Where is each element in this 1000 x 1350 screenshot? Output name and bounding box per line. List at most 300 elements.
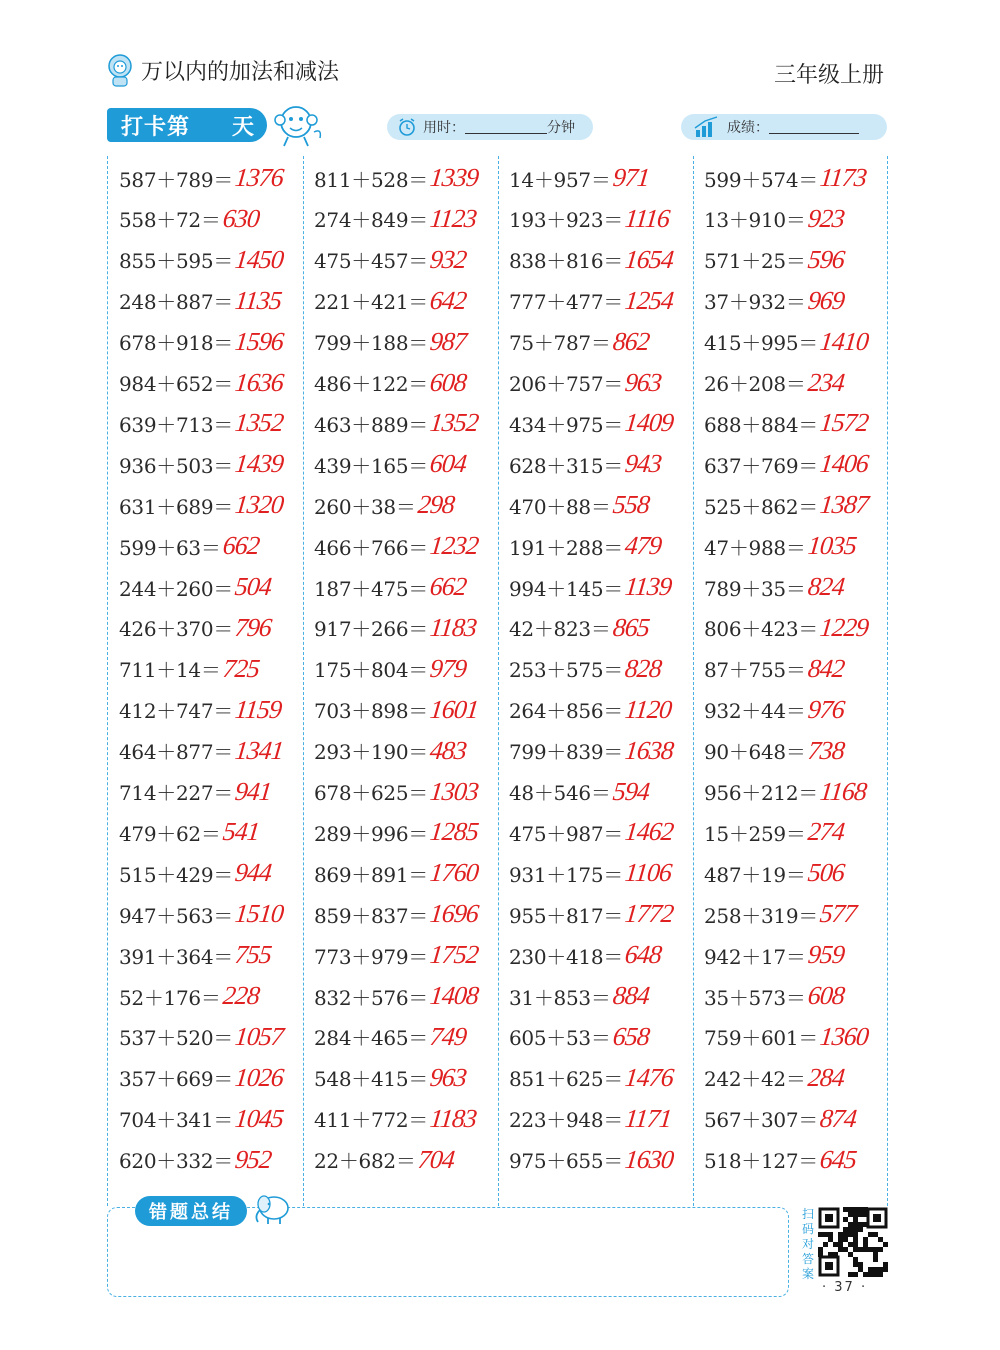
problem-expression: 487＋19＝	[704, 862, 806, 887]
problem-row	[119, 487, 283, 523]
problem-row	[314, 651, 466, 687]
problem-row	[704, 814, 844, 850]
problem-row	[119, 610, 271, 646]
problem-expression: 628＋315＝	[509, 453, 623, 478]
handwritten-answer[interactable]: 1123	[428, 203, 478, 233]
problem-expression: 31＋853＝	[509, 985, 611, 1010]
problem-row	[119, 160, 283, 196]
problem-row	[119, 242, 283, 278]
problem-expression: 357＋669＝	[119, 1067, 233, 1092]
problem-row	[314, 610, 476, 646]
problem-expression: 464＋877＝	[119, 740, 233, 765]
problem-row	[119, 283, 281, 319]
problem-expression: 253＋575＝	[509, 658, 623, 683]
handwritten-answer[interactable]: 1406	[818, 449, 870, 479]
handwritten-answer[interactable]: 796	[233, 612, 273, 642]
problem-expression: 264＋856＝	[509, 699, 623, 724]
handwritten-answer[interactable]: 1387	[818, 490, 870, 520]
problem-expression: 851＋625＝	[509, 1067, 623, 1092]
problem-expression: 832＋576＝	[314, 985, 428, 1010]
handwritten-answer[interactable]: 1408	[428, 981, 480, 1010]
handwritten-answer[interactable]: 541	[221, 817, 261, 847]
handwritten-answer[interactable]: 725	[221, 653, 261, 683]
handwritten-answer[interactable]: 1135	[233, 285, 283, 315]
alarm-clock-icon	[397, 117, 417, 137]
handwritten-answer[interactable]: 1572	[818, 408, 870, 438]
handwritten-answer[interactable]: 274	[806, 817, 846, 847]
problem-expression: 639＋713＝	[119, 412, 233, 437]
handwritten-answer[interactable]: 1654	[623, 244, 675, 274]
handwritten-answer[interactable]: 558	[611, 490, 651, 520]
problem-expression: 637＋769＝	[704, 453, 818, 478]
problem-expression: 567＋307＝	[704, 1108, 818, 1133]
problem-column-1	[108, 156, 303, 1206]
problem-expression: 415＋995＝	[704, 331, 818, 356]
problem-row	[119, 201, 259, 237]
problem-row	[119, 733, 283, 769]
handwritten-answer[interactable]: 943	[623, 449, 663, 479]
problem-expression: 599＋63＝	[119, 535, 221, 560]
problem-expression: 293＋190＝	[314, 740, 428, 765]
qr-code-icon[interactable]	[818, 1207, 888, 1277]
problem-expression: 14＋957＝	[509, 167, 611, 192]
problem-row	[704, 405, 868, 441]
handwritten-answer[interactable]: 952	[233, 1144, 273, 1174]
handwritten-answer[interactable]: 1476	[623, 1062, 675, 1092]
problem-expression: 599＋574＝	[704, 167, 818, 192]
handwritten-answer[interactable]: 749	[428, 1021, 468, 1051]
problem-expression: 221＋421＝	[314, 290, 428, 315]
problem-row	[314, 405, 478, 441]
problem-row	[119, 651, 259, 687]
problem-row	[509, 528, 661, 564]
mistakes-summary-title: 错题总结	[135, 1196, 247, 1226]
handwritten-answer[interactable]: 1285	[428, 817, 480, 847]
problem-expression: 411＋772＝	[314, 1108, 428, 1133]
handwritten-answer[interactable]: 1303	[428, 776, 480, 806]
handwritten-answer[interactable]: 228	[221, 981, 261, 1010]
problem-expression: 75＋787＝	[509, 331, 611, 356]
qr-label: 扫码对答案	[801, 1207, 814, 1281]
problem-expression: 620＋332＝	[119, 1149, 233, 1174]
handwritten-answer[interactable]: 755	[233, 940, 273, 970]
problem-row	[119, 896, 283, 932]
problem-column-2	[303, 156, 498, 1206]
handwritten-answer[interactable]: 884	[611, 981, 651, 1010]
handwritten-answer[interactable]: 987	[428, 326, 468, 356]
handwritten-answer[interactable]: 577	[818, 899, 858, 929]
checkin-suffix: 天	[232, 114, 256, 140]
problem-row	[509, 283, 673, 319]
problem-expression: 537＋520＝	[119, 1026, 233, 1051]
handwritten-answer[interactable]: 1159	[233, 694, 283, 724]
problem-expression: 711＋14＝	[119, 658, 221, 683]
problem-row	[704, 201, 844, 237]
bar-chart-icon	[693, 116, 721, 138]
problem-row	[509, 201, 669, 237]
problem-expression: 412＋747＝	[119, 699, 233, 724]
handwritten-answer[interactable]: 608	[806, 981, 846, 1010]
problem-row	[314, 487, 454, 523]
problem-row	[704, 651, 844, 687]
problem-row	[119, 365, 283, 401]
problem-expression: 35＋573＝	[704, 985, 806, 1010]
problem-expression: 759＋601＝	[704, 1026, 818, 1051]
problem-row	[314, 365, 466, 401]
problem-row	[119, 855, 271, 891]
handwritten-answer[interactable]: 1752	[428, 940, 480, 970]
problem-row	[314, 1060, 466, 1096]
problem-row	[704, 937, 844, 973]
problem-row	[314, 855, 478, 891]
problem-row	[704, 160, 866, 196]
problem-row	[509, 1142, 673, 1178]
problem-row	[509, 774, 649, 810]
problem-row	[119, 1060, 283, 1096]
handwritten-answer[interactable]: 979	[428, 653, 468, 683]
handwritten-answer[interactable]: 959	[806, 940, 846, 970]
problem-expression: 631＋689＝	[119, 494, 233, 519]
problem-expression: 515＋429＝	[119, 862, 233, 887]
problem-row	[119, 814, 259, 850]
score-label: 成绩：	[727, 120, 769, 136]
handwritten-answer[interactable]: 1116	[623, 203, 671, 233]
problem-row	[119, 528, 259, 564]
problem-expression: 931＋175＝	[509, 862, 623, 887]
problem-row	[704, 692, 844, 728]
problem-row	[314, 160, 478, 196]
handwritten-answer[interactable]: 1772	[623, 899, 675, 929]
problem-expression: 811＋528＝	[314, 167, 428, 192]
problem-expression: 773＋979＝	[314, 944, 428, 969]
problem-expression: 260＋38＝	[314, 494, 416, 519]
problem-expression: 206＋757＝	[509, 372, 623, 396]
problem-expression: 463＋889＝	[314, 412, 428, 437]
handwritten-answer[interactable]: 596	[806, 244, 846, 274]
book-header	[105, 50, 339, 90]
problem-row	[509, 487, 649, 523]
problem-expression: 525＋862＝	[704, 494, 818, 519]
problem-row	[509, 978, 649, 1014]
handwritten-answer[interactable]: 284	[806, 1062, 846, 1092]
problem-row	[314, 937, 478, 973]
problem-expression: 917＋266＝	[314, 617, 428, 642]
problem-expression: 799＋839＝	[509, 740, 623, 765]
score-field	[681, 114, 887, 140]
handwritten-answer[interactable]: 1171	[623, 1103, 673, 1133]
handwritten-answer[interactable]: 1409	[623, 408, 675, 438]
handwritten-answer[interactable]: 1320	[233, 490, 285, 520]
problem-row	[119, 692, 281, 728]
problem-row	[119, 324, 283, 360]
handwritten-answer[interactable]: 1439	[233, 449, 285, 479]
checkin-prefix: 打卡第	[121, 114, 191, 140]
problem-row	[704, 528, 856, 564]
problem-row	[704, 242, 844, 278]
problem-expression: 187＋475＝	[314, 576, 428, 601]
handwritten-answer[interactable]: 1636	[233, 367, 285, 397]
handwritten-answer[interactable]: 1045	[233, 1103, 285, 1133]
handwritten-answer[interactable]: 944	[233, 858, 273, 888]
handwritten-answer[interactable]: 1760	[428, 858, 480, 888]
problem-row	[509, 160, 649, 196]
problem-expression: 789＋35＝	[704, 576, 806, 601]
problem-expression: 242＋42＝	[704, 1067, 806, 1092]
problem-expression: 994＋145＝	[509, 576, 623, 601]
problem-expression: 175＋804＝	[314, 658, 428, 683]
problem-expression: 479＋62＝	[119, 821, 221, 846]
handwritten-answer[interactable]: 1601	[428, 694, 480, 724]
handwritten-answer[interactable]: 662	[428, 572, 468, 601]
handwritten-answer[interactable]: 1696	[428, 899, 480, 929]
handwritten-answer[interactable]: 1360	[818, 1021, 870, 1051]
problem-row	[509, 855, 671, 891]
problem-expression: 22＋682＝	[314, 1149, 416, 1174]
grade-label: 三年级上册	[773, 63, 884, 88]
problem-expression: 52＋176＝	[119, 985, 221, 1010]
time-label: 用时：	[423, 120, 465, 136]
handwritten-answer[interactable]: 923	[806, 203, 846, 233]
handwritten-answer[interactable]: 963	[428, 1062, 468, 1092]
handwritten-answer[interactable]: 1026	[233, 1062, 285, 1092]
handwritten-answer[interactable]: 608	[428, 367, 468, 397]
problem-row	[509, 651, 661, 687]
handwritten-answer[interactable]: 1339	[428, 163, 480, 192]
problem-expression: 244＋260＝	[119, 576, 233, 601]
handwritten-answer[interactable]: 648	[623, 940, 663, 970]
handwritten-answer[interactable]: 932	[428, 244, 468, 274]
problem-expression: 466＋766＝	[314, 535, 428, 560]
handwritten-answer[interactable]: 658	[611, 1021, 651, 1051]
problem-row	[119, 1142, 271, 1178]
worksheet-grid	[107, 156, 888, 1206]
problem-expression: 284＋465＝	[314, 1026, 428, 1051]
problem-row	[314, 1019, 466, 1055]
problem-row	[119, 405, 283, 441]
problem-expression: 470＋88＝	[509, 494, 611, 519]
problem-expression: 48＋546＝	[509, 781, 611, 805]
handwritten-answer[interactable]: 874	[818, 1103, 858, 1133]
problem-expression: 191＋288＝	[509, 535, 623, 560]
problem-row	[704, 324, 868, 360]
problem-expression: 26＋208＝	[704, 372, 806, 396]
problem-expression: 486＋122＝	[314, 372, 428, 396]
problem-expression: 806＋423＝	[704, 617, 818, 642]
handwritten-answer[interactable]: 1229	[818, 612, 870, 642]
problem-row	[704, 365, 844, 401]
handwritten-answer[interactable]: 1232	[428, 531, 480, 561]
problem-row	[509, 569, 671, 605]
handwritten-answer[interactable]: 630	[221, 203, 261, 233]
problem-column-4	[693, 156, 889, 1206]
problem-row	[704, 1019, 868, 1055]
handwritten-answer[interactable]: 941	[233, 776, 273, 806]
problem-expression: 942＋17＝	[704, 944, 806, 969]
problem-row	[314, 242, 466, 278]
problem-expression: 193＋923＝	[509, 208, 623, 233]
handwritten-answer[interactable]: 504	[233, 572, 273, 601]
handwritten-answer[interactable]: 1376	[233, 163, 285, 192]
problem-expression: 87＋755＝	[704, 658, 806, 683]
handwritten-answer[interactable]: 1352	[428, 408, 480, 438]
handwritten-answer[interactable]: 971	[611, 163, 651, 192]
handwritten-answer[interactable]: 479	[623, 531, 663, 561]
problem-expression: 90＋648＝	[704, 740, 806, 765]
handwritten-answer[interactable]: 1352	[233, 408, 285, 438]
problem-row	[314, 978, 478, 1014]
checkin-banner	[107, 108, 267, 142]
problem-row	[314, 446, 466, 482]
problem-expression: 439＋165＝	[314, 453, 428, 478]
problem-row	[704, 1142, 856, 1178]
problem-row	[704, 733, 844, 769]
problem-expression: 859＋837＝	[314, 903, 428, 928]
elephant-icon	[250, 1188, 294, 1226]
handwritten-answer[interactable]: 842	[806, 653, 846, 683]
problem-row	[314, 896, 478, 932]
handwritten-answer[interactable]: 1462	[623, 817, 675, 847]
problem-expression: 230＋418＝	[509, 944, 623, 969]
problem-expression: 258＋319＝	[704, 903, 818, 928]
problem-row	[509, 610, 649, 646]
handwritten-answer[interactable]: 828	[623, 653, 663, 683]
problem-row	[704, 446, 868, 482]
lion-mascot-icon	[105, 53, 135, 87]
problem-row	[314, 1142, 454, 1178]
handwritten-answer[interactable]: 1173	[818, 163, 868, 192]
problem-row	[314, 1101, 476, 1137]
problem-row	[509, 1060, 673, 1096]
handwritten-answer[interactable]: 1254	[623, 285, 675, 315]
problem-expression: 947＋563＝	[119, 903, 233, 928]
problem-expression: 42＋823＝	[509, 617, 611, 642]
handwritten-answer[interactable]: 824	[806, 572, 846, 601]
score-input[interactable]	[769, 120, 859, 134]
problem-expression: 274＋849＝	[314, 208, 428, 233]
monkey-mascot-icon	[270, 100, 326, 150]
time-input[interactable]	[465, 120, 547, 134]
handwritten-answer[interactable]: 1638	[623, 735, 675, 765]
problem-expression: 426＋370＝	[119, 617, 233, 642]
problem-row	[704, 569, 844, 605]
handwritten-answer[interactable]: 704	[416, 1144, 456, 1174]
problem-row	[119, 1101, 283, 1137]
problem-expression: 391＋364＝	[119, 944, 233, 969]
problem-expression: 714＋227＝	[119, 781, 233, 805]
handwritten-answer[interactable]: 738	[806, 735, 846, 765]
problem-expression: 475＋987＝	[509, 821, 623, 846]
handwritten-answer[interactable]: 506	[806, 858, 846, 888]
problem-expression: 688＋884＝	[704, 412, 818, 437]
problem-expression: 838＋816＝	[509, 249, 623, 274]
problem-expression: 605＋53＝	[509, 1026, 611, 1051]
handwritten-answer[interactable]: 1630	[623, 1144, 675, 1174]
problem-expression: 704＋341＝	[119, 1108, 233, 1133]
handwritten-answer[interactable]: 298	[416, 490, 456, 520]
problem-expression: 248＋887＝	[119, 290, 233, 315]
problem-expression: 37＋932＝	[704, 290, 806, 315]
problem-row	[509, 324, 649, 360]
handwritten-answer[interactable]: 1139	[623, 572, 673, 601]
problem-row	[704, 896, 856, 932]
problem-expression: 855＋595＝	[119, 249, 233, 274]
problem-expression: 571＋25＝	[704, 249, 806, 274]
problem-expression: 975＋655＝	[509, 1149, 623, 1174]
handwritten-answer[interactable]: 969	[806, 285, 846, 315]
problem-row	[314, 528, 478, 564]
problem-row	[314, 692, 478, 728]
handwritten-answer[interactable]: 1106	[623, 858, 673, 888]
handwritten-answer[interactable]: 604	[428, 449, 468, 479]
handwritten-answer[interactable]: 1410	[818, 326, 870, 356]
problem-row	[119, 1019, 283, 1055]
problem-expression: 936＋503＝	[119, 453, 233, 478]
problem-row	[509, 896, 673, 932]
problem-expression: 932＋44＝	[704, 699, 806, 724]
problem-expression: 558＋72＝	[119, 208, 221, 233]
problem-row	[509, 365, 661, 401]
problem-expression: 223＋948＝	[509, 1108, 623, 1133]
handwritten-answer[interactable]: 1120	[623, 694, 673, 724]
problem-expression: 799＋188＝	[314, 331, 428, 356]
handwritten-answer[interactable]: 1596	[233, 326, 285, 356]
handwritten-answer[interactable]: 862	[611, 326, 651, 356]
problem-expression: 956＋212＝	[704, 781, 818, 805]
time-field	[387, 114, 593, 140]
problem-expression: 955＋817＝	[509, 903, 623, 928]
problem-expression: 548＋415＝	[314, 1067, 428, 1092]
handwritten-answer[interactable]: 662	[221, 531, 261, 561]
problem-expression: 678＋625＝	[314, 781, 428, 805]
handwritten-answer[interactable]: 963	[623, 367, 663, 397]
problem-row	[119, 978, 259, 1014]
problem-row	[119, 774, 271, 810]
handwritten-answer[interactable]: 865	[611, 612, 651, 642]
handwritten-answer[interactable]: 234	[806, 367, 846, 397]
handwritten-answer[interactable]: 1183	[428, 1103, 478, 1133]
problem-row	[509, 814, 673, 850]
handwritten-answer[interactable]: 1341	[233, 735, 285, 765]
handwritten-answer[interactable]: 976	[806, 694, 846, 724]
problem-row	[314, 733, 466, 769]
problem-row	[509, 1019, 649, 1055]
problem-expression: 587＋789＝	[119, 167, 233, 192]
handwritten-answer[interactable]: 1450	[233, 244, 285, 274]
problem-expression: 47＋988＝	[704, 535, 806, 560]
problem-row	[704, 487, 868, 523]
handwritten-answer[interactable]: 642	[428, 285, 468, 315]
handwritten-answer[interactable]: 1057	[233, 1021, 285, 1051]
problem-row	[509, 405, 673, 441]
problem-expression: 434＋975＝	[509, 412, 623, 437]
problem-expression: 13＋910＝	[704, 208, 806, 233]
handwritten-answer[interactable]: 1510	[233, 899, 285, 929]
handwritten-answer[interactable]: 594	[611, 776, 651, 806]
handwritten-answer[interactable]: 1183	[428, 612, 478, 642]
handwritten-answer[interactable]: 645	[818, 1144, 858, 1174]
problem-row	[119, 446, 283, 482]
handwritten-answer[interactable]: 1035	[806, 531, 858, 561]
problem-row	[704, 610, 868, 646]
problem-row	[314, 814, 478, 850]
problem-row	[509, 937, 661, 973]
handwritten-answer[interactable]: 483	[428, 735, 468, 765]
problem-expression: 289＋996＝	[314, 821, 428, 846]
problem-row	[314, 201, 476, 237]
problem-row	[704, 978, 844, 1014]
handwritten-answer[interactable]: 1168	[818, 776, 868, 806]
problem-row	[314, 324, 466, 360]
